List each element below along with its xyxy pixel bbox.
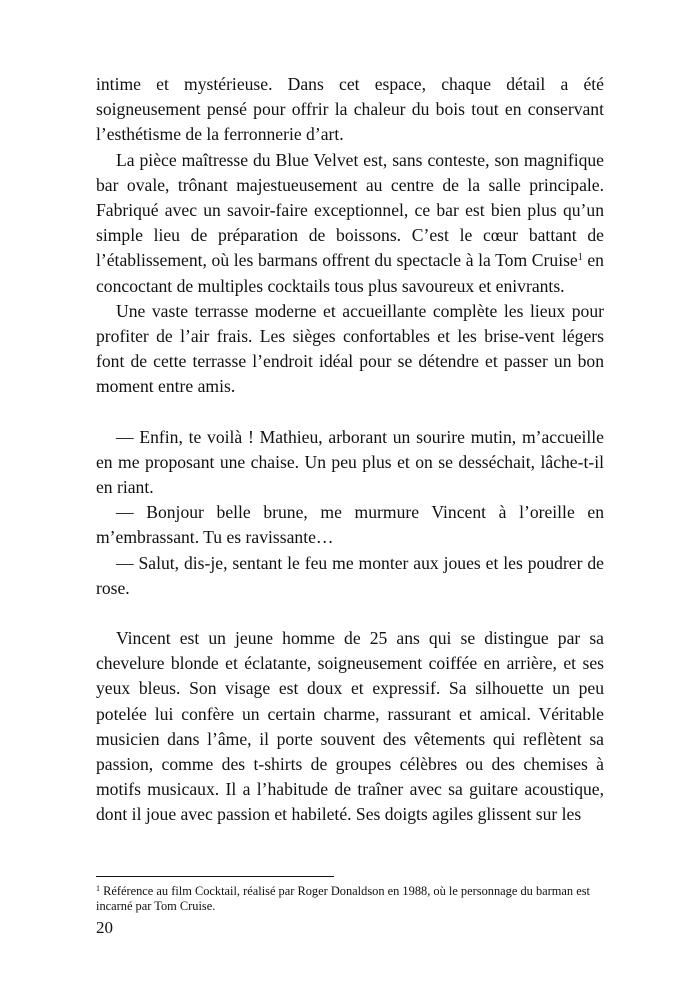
footnote <box>96 884 604 914</box>
footnote-text: Référence au film Cocktail, réalisé par Roger Donaldson en 1988, où le personnage du barman est incarné par Tom Cruise. <box>96 884 590 913</box>
dialogue-line: — Salut, dis-je, sentant le feu me monter aux joues et les poudrer de rose. <box>96 552 604 598</box>
paragraph: intime et mystérieuse. Dans cet espace, chaque détail a été soigneusement pensé pour offrir la chaleur du bois tout en conservant l’esthétisme de la ferronnerie d’art. <box>96 74 604 145</box>
page-body <box>96 72 604 828</box>
paragraph-text: La pièce maîtresse du Blue Velvet est, sans conteste, son magnifique bar ovale, trônant majestueusement au centre de la salle principale. Fabriqué avec un savoir-faire exceptionnel, ce bar est bien plus qu’un simple lieu de préparation de boissons. C’est le cœur battant de l’établissement, où les barmans offrent du spectacle à la Tom Cruise <box>96 149 604 271</box>
paragraph-text: en concoctant de multiples cocktails tous plus savoureux et enivrants. <box>96 250 604 296</box>
paragraph: Une vaste terrasse moderne et accueillante complète les lieux pour profiter de l’air frais. Les sièges confortables et les brise-vent légers font de cette terrasse l’endroit idéal pour se détendre et passer un bon moment entre amis. <box>96 300 604 397</box>
footnote-separator <box>96 876 334 877</box>
footnote-ref: 1 <box>577 252 583 264</box>
dialogue-line: — Enfin, te voilà ! Mathieu, arborant un sourire mutin, m’accueille en me proposant une chaise. Un peu plus et on se desséchait, lâche-t-il en riant. <box>96 426 604 498</box>
paragraph <box>96 148 604 299</box>
page-number: 20 <box>96 918 113 937</box>
footnote-marker: 1 <box>96 884 100 893</box>
dialogue-line: — Bonjour belle brune, me murmure Vincent à l’oreille en m’embrassant. Tu es ravissante… <box>96 502 604 548</box>
paragraph: Vincent est un jeune homme de 25 ans qui se distingue par sa chevelure blonde et éclatante, soigneusement coiffée en arrière, et ses yeux bleus. Son visage est doux et expressif. Sa silhouette un peu potelée lui confère un certain charme, rassurant et amical. Véritable musicien dans l’âme, il porte souvent des vêtements qui reflètent sa passion, comme des t-shirts de groupes célèbres ou des chemises à motifs musicaux. Il a l’habitude de traîner avec sa guitare acoustique, dont il joue avec passion et habileté. Ses doigts agiles glissent sur les <box>96 628 604 825</box>
